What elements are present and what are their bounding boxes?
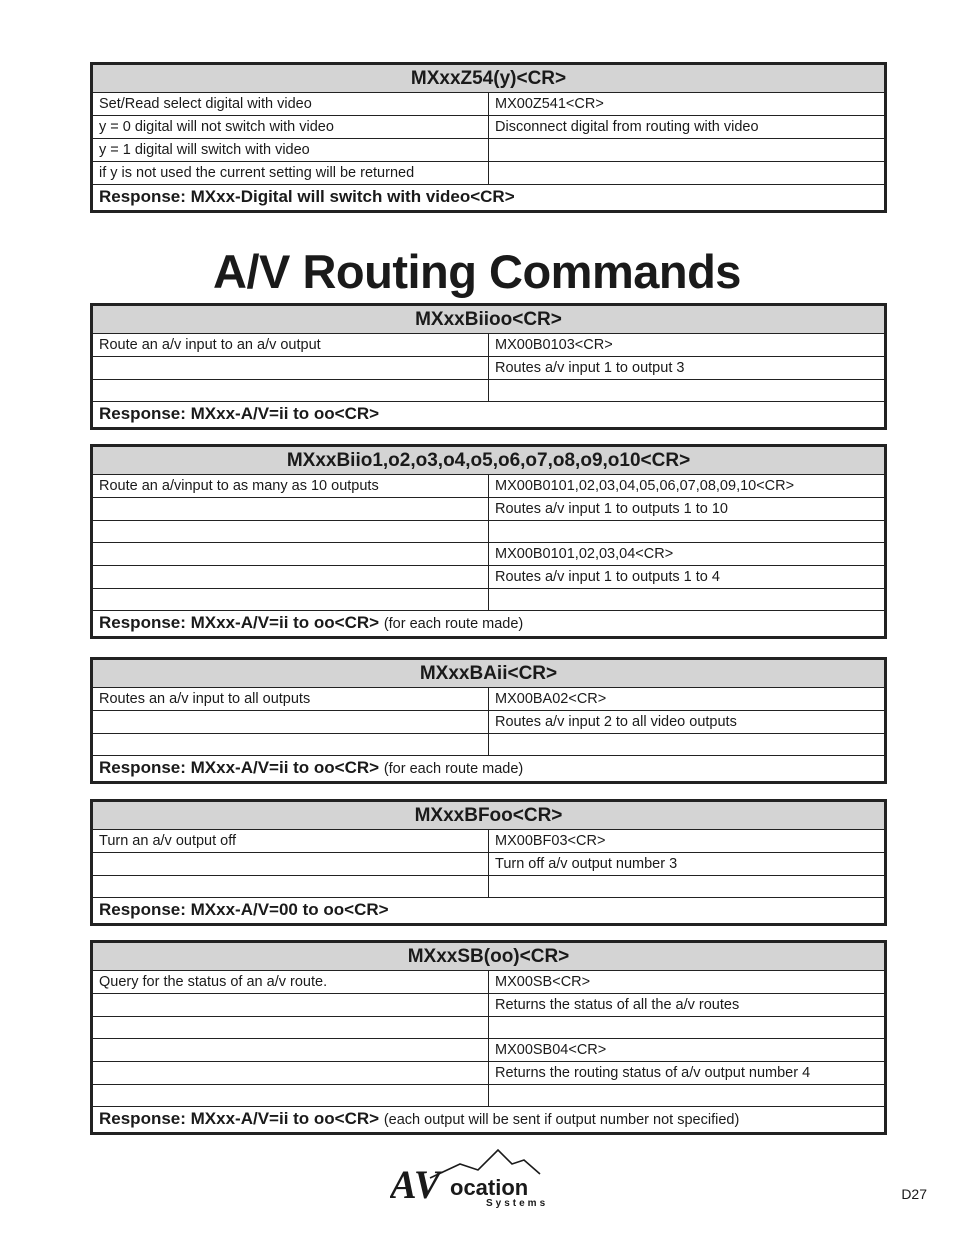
description-cell [93,566,489,589]
command-header: MXxxBiioo<CR> [93,306,885,334]
description-cell: Turn an a/v output off [93,830,489,853]
example-cell: Returns the status of all the a/v routes [489,994,885,1017]
example-cell: Routes a/v input 2 to all video outputs [489,711,885,734]
page-number: D27 [901,1186,927,1202]
table-row [93,521,885,543]
command-header: MXxxBFoo<CR> [93,802,885,830]
example-cell: Routes a/v input 1 to outputs 1 to 4 [489,566,885,589]
response-note: (each output will be sent if output number not specified) [383,1112,740,1128]
command-header: MXxxBiio1,o2,o3,o4,o5,o6,o7,o8,o9,o10<CR> [93,447,885,475]
description-cell: y = 0 digital will not switch with video [93,116,489,139]
table-row [93,543,885,566]
example-cell [489,139,885,162]
description-cell [93,1039,489,1062]
example-cell: MX00BF03<CR> [489,830,885,853]
command-header: MXxxSB(oo)<CR> [93,943,885,971]
response-note: (for each route made) [383,616,524,632]
example-cell [489,1017,885,1039]
description-cell [93,876,489,898]
description-cell: Routes an a/v input to all outputs [93,688,489,711]
table-row [93,357,885,380]
table-row [93,589,885,611]
table-row [93,380,885,402]
mountain-icon [430,1150,540,1178]
example-cell [489,380,885,402]
command-table-biioo [90,303,887,430]
response-text: Response: MXxx-A/V=00 to oo<CR> [99,900,389,919]
description-cell: y = 1 digital will switch with video [93,139,489,162]
table-row [93,1017,885,1039]
response-cell [93,898,885,924]
example-cell: MX00Z541<CR> [489,93,885,116]
command-table-sb [90,940,887,1135]
response-cell [93,402,885,428]
table-row [93,688,885,711]
table-row [93,830,885,853]
example-cell: MX00B0101,02,03,04,05,06,07,08,09,10<CR> [489,475,885,498]
table-row [93,1085,885,1107]
command-table-bfoo [90,799,887,926]
description-cell [93,357,489,380]
table-row [93,853,885,876]
example-cell: MX00BA02<CR> [489,688,885,711]
description-cell: Query for the status of an a/v route. [93,971,489,994]
example-cell: Returns the routing status of a/v output number 4 [489,1062,885,1085]
example-cell [489,876,885,898]
response-cell [93,185,885,211]
table-row [93,1062,885,1085]
response-text: Response: MXxx-A/V=ii to oo<CR> [99,758,380,777]
response-cell [93,1107,885,1133]
example-cell: Disconnect digital from routing with video [489,116,885,139]
table-row [93,475,885,498]
command-table-baii [90,657,887,784]
example-cell [489,734,885,756]
example-cell: Routes a/v input 1 to outputs 1 to 10 [489,498,885,521]
description-cell [93,1062,489,1085]
avocation-logo [390,1148,570,1210]
table-row [93,162,885,185]
table-row [93,498,885,521]
description-cell [93,994,489,1017]
command-header: MXxxBAii<CR> [93,660,885,688]
example-cell [489,589,885,611]
description-cell: Route an a/v input to an a/v output [93,334,489,357]
response-text: Response: MXxx-A/V=ii to oo<CR> [99,404,380,423]
example-cell [489,162,885,185]
description-cell [93,1085,489,1107]
description-cell: if y is not used the current setting will be returned [93,162,489,185]
description-cell [93,734,489,756]
table-row [93,876,885,898]
table-row [93,734,885,756]
table-row [93,1039,885,1062]
logo-tagline: Systems [486,1198,549,1209]
description-cell [93,853,489,876]
section-title: A/V Routing Commands [213,245,741,298]
description-cell [93,521,489,543]
example-cell: MX00SB04<CR> [489,1039,885,1062]
description-cell: Route an a/vinput to as many as 10 outputs [93,475,489,498]
example-cell: MX00B0103<CR> [489,334,885,357]
example-cell: Routes a/v input 1 to output 3 [489,357,885,380]
example-cell: Turn off a/v output number 3 [489,853,885,876]
description-cell [93,380,489,402]
response-note: (for each route made) [383,761,524,777]
description-cell [93,1017,489,1039]
description-cell: Set/Read select digital with video [93,93,489,116]
table-row [93,116,885,139]
response-text: Response: MXxx-Digital will switch with video<CR> [99,187,515,206]
example-cell [489,521,885,543]
response-cell [93,756,885,782]
description-cell [93,711,489,734]
table-row [93,566,885,589]
command-table-z54 [90,62,887,213]
description-cell [93,589,489,611]
response-cell [93,611,885,637]
example-cell: MX00SB<CR> [489,971,885,994]
command-header: MXxxZ54(y)<CR> [93,65,885,93]
example-cell [489,1085,885,1107]
command-table-biio-multi [90,444,887,639]
example-cell: MX00B0101,02,03,04<CR> [489,543,885,566]
description-cell [93,498,489,521]
response-text: Response: MXxx-A/V=ii to oo<CR> [99,613,380,632]
table-row [93,93,885,116]
description-cell [93,543,489,566]
table-row [93,334,885,357]
logo-name: ocation [450,1175,529,1200]
table-row [93,971,885,994]
table-row [93,994,885,1017]
table-row [93,139,885,162]
logo-initials: AV [390,1162,441,1207]
table-row [93,711,885,734]
response-text: Response: MXxx-A/V=ii to oo<CR> [99,1109,380,1128]
